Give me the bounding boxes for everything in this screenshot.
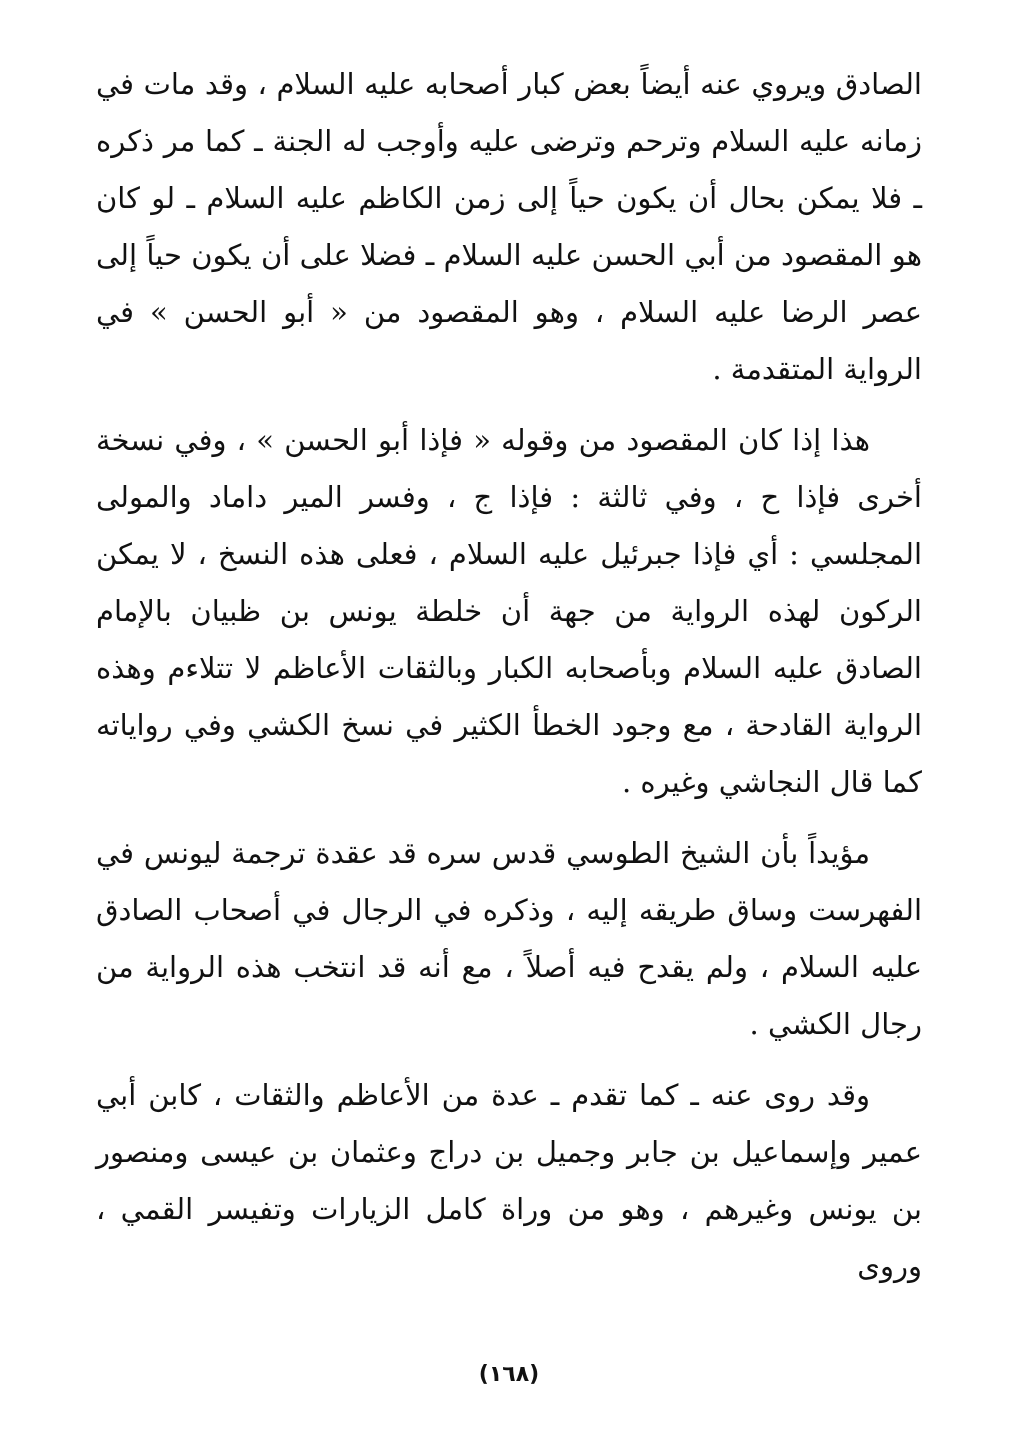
- paragraph-1: الصادق ويروي عنه أيضاً بعض كبار أصحابه عليه السلام ، وقد مات في زمانه عليه السلام وترحم وترضى عليه وأوجب له الجنة ـ كما مر ذكره ـ فلا يمكن بحال أن يكون حياً إلى زمن الكاظم عليه السلام ـ لو كان هو المقصود من أبي الحسن عليه السلام ـ فضلا على أن يكون حياً إلى عصر الرضا عليه السلام ، وهو المقصود من « أبو الحسن » في الرواية المتقدمة .: [96, 67, 922, 386]
- page-number: (١٦٨): [478, 1362, 540, 1387]
- body-text: [96, 56, 922, 1309]
- paragraph-4: وقد روى عنه ـ كما تقدم ـ عدة من الأعاظم والثقات ، كابن أبي عمير وإسماعيل بن جابر وجميل بن دراج وعثمان بن عيسى ومنصور بن يونس وغيرهم ، وهو من وراة كامل الزيارات وتفيسر القمي ، وروى: [96, 1078, 922, 1283]
- paragraph-2: هذا إذا كان المقصود من وقوله « فإذا أبو الحسن » ، وفي نسخة أخرى فإذا ح ، وفي ثالثة : فإذا ج ، وفسر المير داماد والمولى المجلسي : أي فإذا جبرئيل عليه السلام ، فعلى هذه النسخ ، لا يمكن الركون لهذه الرواية من جهة أن خلطة يونس بن ظبيان بالإمام الصادق عليه السلام وبأصحابه الكبار وبالثقات الأعاظم لا تتلاءم وهذه الرواية القادحة ، مع وجود الخطأ الكثير في نسخ الكشي وفي رواياته كما قال النجاشي وغيره .: [96, 423, 922, 799]
- paragraph-3: مؤيداً بأن الشيخ الطوسي قدس سره قد عقدة ترجمة ليونس في الفهرست وساق طريقه إليه ، وذكره في الرجال في أصحاب الصادق عليه السلام ، ولم يقدح فيه أصلاً ، مع أنه قد انتخب هذه الرواية من رجال الكشي .: [96, 836, 922, 1041]
